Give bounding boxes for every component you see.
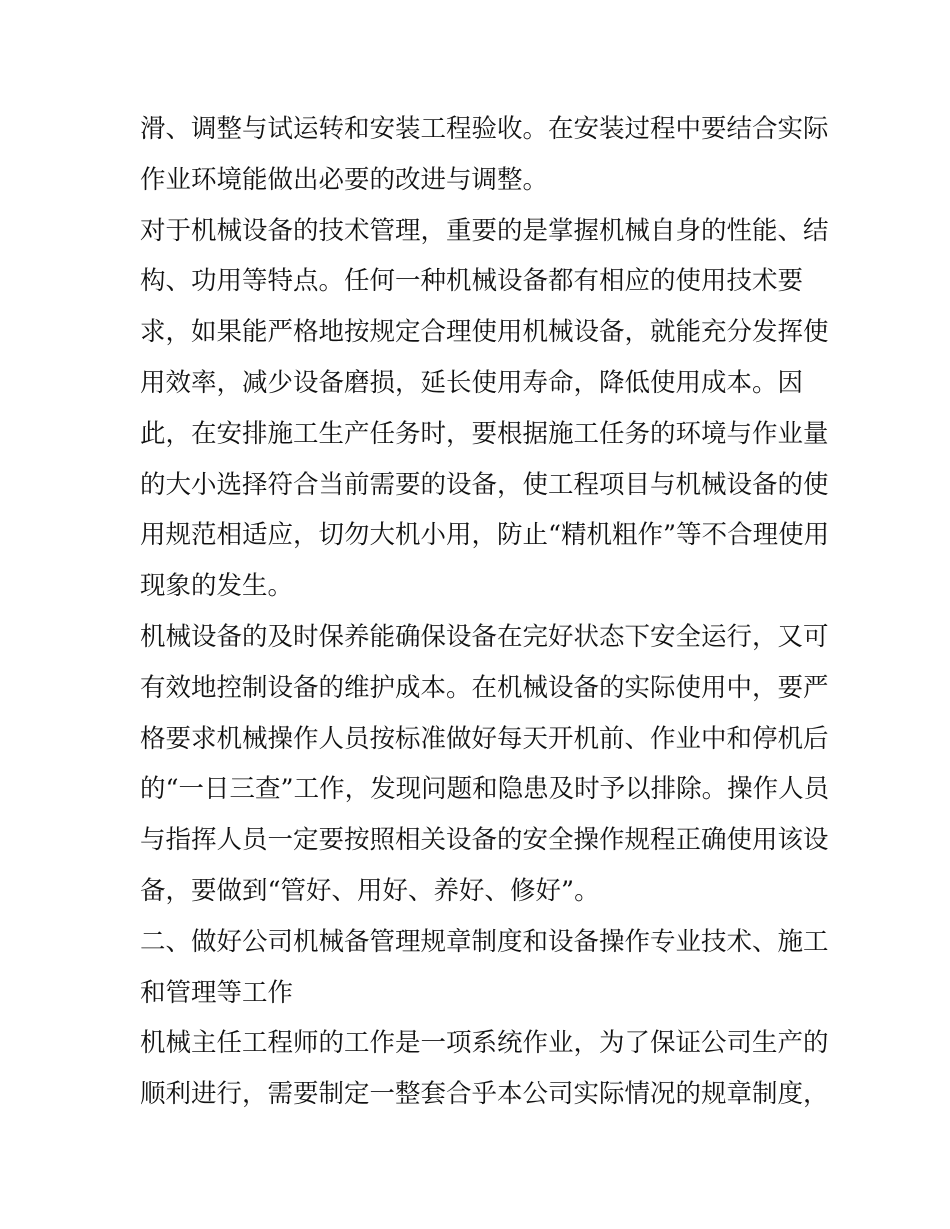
text-line: 机械设备的及时保养能确保设备在完好状态下安全运行，又可 [140, 621, 829, 652]
text-line: 格要求机械操作人员按标准做好每天开机前、作业中和停机后 [140, 723, 829, 754]
section-heading-line: 和管理等工作 [140, 977, 294, 1008]
body-text [140, 104, 830, 1120]
text-line: 求，如果能严格地按规定合理使用机械设备，就能充分发挥使 [140, 317, 829, 348]
text-line: 用规范相适应，切勿大机小用，防止“精机粗作”等不合理使用 [140, 520, 830, 551]
text-line: 此，在安排施工生产任务时，要根据施工任务的环境与作业量 [140, 418, 829, 449]
section-heading-line: 二、做好公司机械备管理规章制度和设备操作专业技术、施工 [140, 926, 829, 957]
text-line: 顺利进行，需要制定一整套合乎本公司实际情况的规章制度， [140, 1079, 829, 1110]
text-line: 构、功用等特点。任何一种机械设备都有相应的使用技术要 [140, 266, 804, 297]
text-line: 的“一日三查”工作，发现问题和隐患及时予以排除。操作人员 [140, 774, 830, 805]
text-line: 机械主任工程师的工作是一项系统作业，为了保证公司生产的 [140, 1028, 829, 1059]
text-line: 作业环境能做出必要的改进与调整。 [140, 164, 549, 195]
text-line: 与指挥人员一定要按照相关设备的安全操作规程正确使用该设 [140, 825, 829, 856]
text-line: 备，要做到“管好、用好、养好、修好”。 [140, 875, 600, 906]
text-line: 对于机械设备的技术管理，重要的是掌握机械自身的性能、结 [140, 215, 829, 246]
text-line: 有效地控制设备的维护成本。在机械设备的实际使用中，要严 [140, 672, 829, 703]
text-line: 滑、调整与试运转和安装工程验收。在安装过程中要结合实际 [140, 114, 829, 144]
text-line: 的大小选择符合当前需要的设备，使工程项目与机械设备的使 [140, 469, 829, 500]
text-line: 现象的发生。 [140, 571, 294, 602]
text-line: 用效率，减少设备磨损，延长使用寿命，降低使用成本。因 [140, 367, 804, 398]
